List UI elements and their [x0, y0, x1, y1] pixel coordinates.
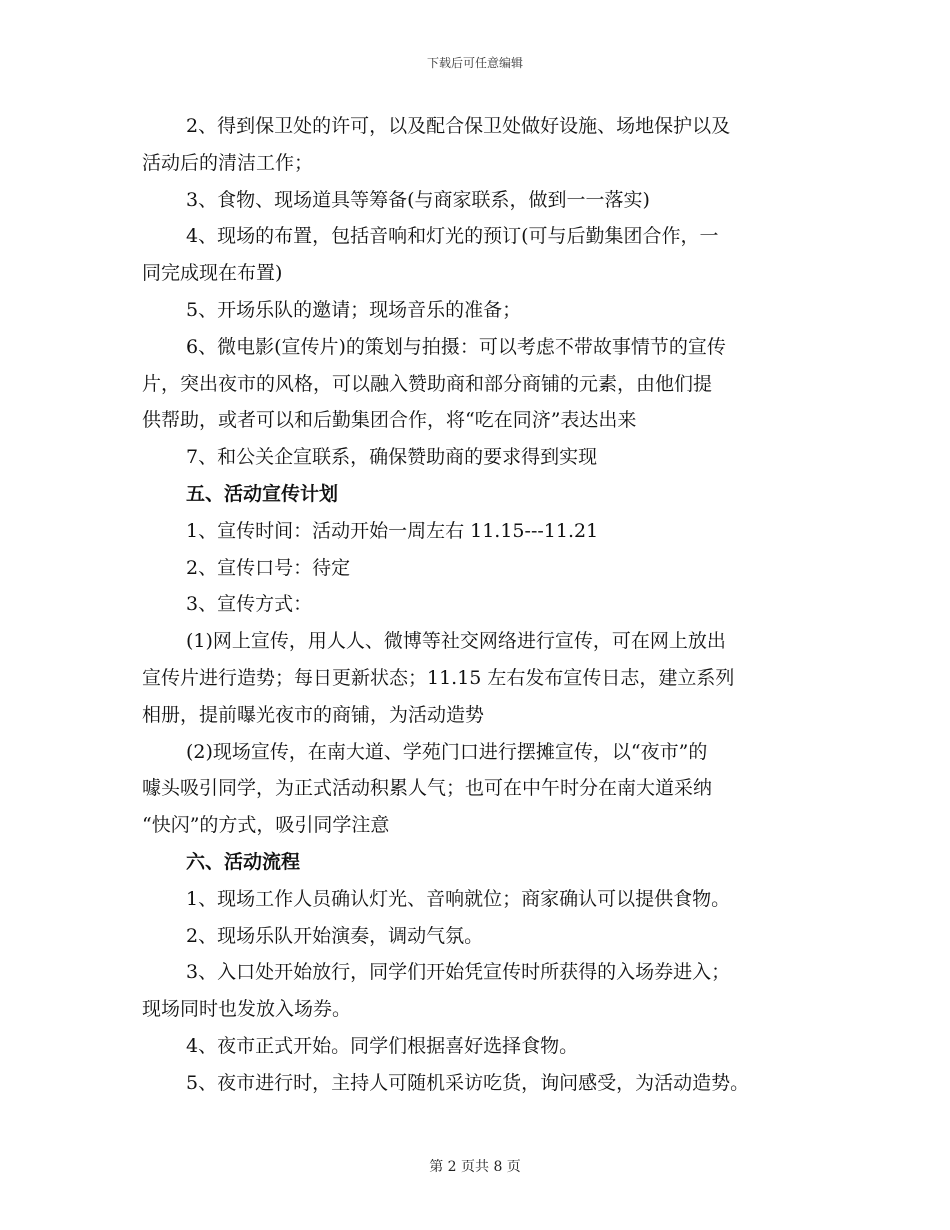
- page-header: 下载后可任意编辑: [426, 56, 523, 70]
- paragraph-line: 5、开场乐队的邀请；现场音乐的准备；: [186, 298, 522, 321]
- paragraph-line: 噱头吸引同学，为正式活动积累人气；也可在中午时分在南大道采纳: [142, 777, 713, 800]
- paragraph-line: 2、得到保卫处的许可，以及配合保卫处做好设施、场地保护以及: [186, 115, 731, 137]
- paragraph-line: 5、夜市进行时，主持人可随机采访吃货，询问感受，为活动造势。: [186, 1071, 750, 1094]
- paragraph-line: (1)网上宣传，用人人、微博等社交网络进行宣传，可在网上放出: [186, 630, 726, 653]
- page-footer: 第 2 页共 8 页: [429, 1159, 521, 1175]
- paragraph-line: (2)现场宣传，在南大道、学苑门口进行摆摊宣传，以“夜市”的: [186, 740, 708, 763]
- paragraph-line: 相册，提前曝光夜市的商铺，为活动造势: [142, 703, 485, 726]
- paragraph-line: 宣传片进行造势；每日更新状态；11.15 左右发布宣传日志，建立系列: [142, 666, 735, 689]
- paragraph-line: 7、和公关企宣联系，确保赞助商的要求得到实现: [186, 446, 598, 469]
- paragraph-line: 2、现场乐队开始演奏，调动气氛。: [186, 924, 484, 947]
- paragraph-line: 3、入口处开始放行，同学们开始凭宣传时所获得的入场券进入；: [186, 961, 731, 984]
- section-heading: 五、活动宣传计划: [186, 482, 339, 505]
- paragraph-line: 3、宣传方式：: [186, 593, 313, 616]
- paragraph-line: 1、宣传时间：活动开始一周左右 11.15---11.21: [186, 519, 599, 542]
- paragraph-line: 4、现场的布置，包括音响和灯光的预订(可与后勤集团合作，一: [186, 225, 719, 248]
- paragraph-line: 现场同时也发放入场券。: [142, 998, 352, 1021]
- paragraph-line: 1、现场工作人员确认灯光、音响就位；商家确认可以提供食物。: [186, 887, 731, 910]
- paragraph-line: 片，突出夜市的风格，可以融入赞助商和部分商铺的元素，由他们提: [142, 372, 713, 395]
- paragraph-line: 2、宣传口号：待定: [186, 556, 351, 579]
- document-body: [142, 108, 818, 1102]
- paragraph-line: 活动后的清洁工作；: [142, 151, 314, 174]
- paragraph-line: 3、食物、现场道具等筹备(与商家联系，做到一一落实): [186, 188, 650, 211]
- paragraph-line: 同完成现在布置): [142, 262, 283, 285]
- section-heading: 六、活动流程: [186, 850, 301, 873]
- paragraph-line: 供帮助，或者可以和后勤集团合作，将“吃在同济”表达出来: [142, 409, 637, 432]
- paragraph-line: 4、夜市正式开始。同学们根据喜好选择食物。: [186, 1034, 579, 1057]
- paragraph-line: 6、微电影(宣传片)的策划与拍摄：可以考虑不带故事情节的宣传: [186, 335, 726, 358]
- paragraph-line: “快闪”的方式，吸引同学注意: [142, 814, 390, 837]
